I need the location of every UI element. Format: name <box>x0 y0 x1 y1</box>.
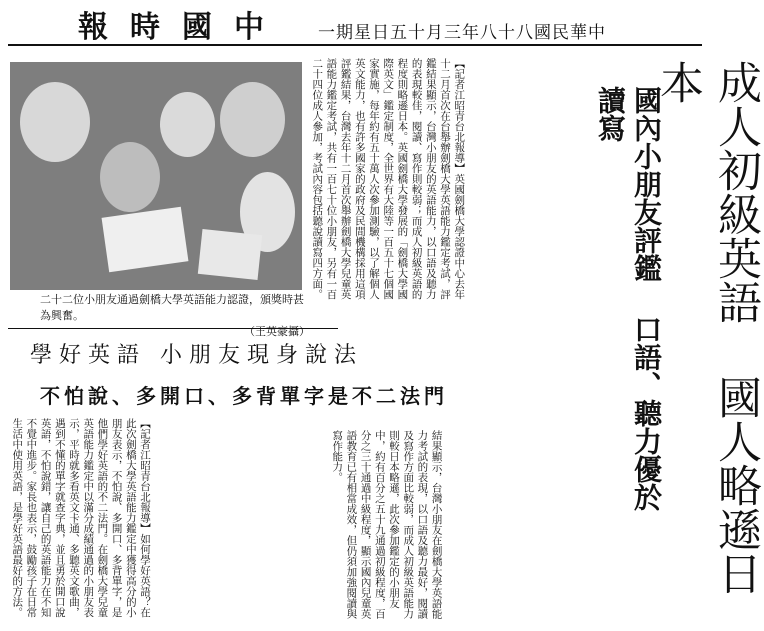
article-top-text: 【記者江昭青台北報導】英國劍橋大學認證中心去年十二月首次在台舉辦劍橋大學英語能力鑑定考試，評鑑結果顯示，台灣小朋友的英語能力，以口語及聽力的表現較佳，閱讀、寫作則較弱；而成人初級英語的程度則略遜日本。英國劍橋大學發展的「劍橋大學國際英文」鑑定制度，全世界有大陸等一百五十七個國家實施，每年約有五十萬人次參加測驗，以了解個人英文能力，也有許多國家的政府及民間機構採用這項評鑑結果，台灣去年十二月首次舉辦劍橋大學兒童英語能力鑑定考試，共有一百七十位小朋友，另有一百二十四位成人參加，考試內容包括聽說讀寫四方面。 <box>311 58 466 300</box>
section-rule <box>8 328 338 329</box>
photo-credit: （王英豪攝） <box>244 325 310 338</box>
newspaper-name: 報時國中 <box>78 10 286 45</box>
article-left-column <box>10 418 328 618</box>
certificate <box>102 207 189 273</box>
masthead <box>0 0 710 44</box>
article-bottom-column <box>330 430 720 620</box>
certificate <box>198 229 262 280</box>
article-top-column <box>310 58 580 308</box>
child-figure <box>100 142 160 212</box>
news-photo <box>10 62 302 290</box>
photo-caption <box>40 292 310 340</box>
second-headline: 學好英語 小朋友現身說法 <box>30 343 363 368</box>
second-subheadline: 不怕說、多開口、多背單字是不二法門 <box>40 384 448 408</box>
article-bottom-text: 結果顯示，台灣小朋友在劍橋大學英語能力考試的表現，以口語及聽力最好，閱讀及寫作方面比較弱，而成人初級英語能力則較日本略遜，此次參加鑑定的小朋友中，約有百分之五十九通過初級程度，百分之三十通過中級程度，顯示國內兒童英語教育已有相當成效，但仍須加強閱讀與寫作能力。 <box>331 430 443 619</box>
photo-caption-text: 二十二位小朋友通過劍橋大學英語能力認證，頒獎時甚為興奮。 <box>40 293 304 322</box>
child-figure <box>160 92 215 157</box>
main-headline: 成人初級英語 國人略遜日本 <box>652 60 761 595</box>
article-left-text: 【記者江昭青台北報導】如何學好英語？在此次劍橋大學英語能力鑑定中獲得高分的小朋友表示，不怕說、多開口、多背單字，是他們學好英語的不二法門。在劍橋大學兒童英語能力鑑定中以滿分成績通過的小朋友表示，平時就多看英文卡通、多聽英文歌曲，遇到不懂的單字就查字典，並且勇於開口說英語，不怕說錯，讓自己的英語能力在不知不覺中進步。家長也表示，鼓勵孩子在日常生活中使用英語，是學好英語最好的方法。 <box>11 418 152 618</box>
issue-date-line: 一期星日五十月三年八十八國民華中 <box>318 23 606 43</box>
masthead-rule <box>8 44 702 46</box>
child-figure <box>220 82 285 157</box>
sub-headline: 國內小朋友評鑑 口語、聽力優於讀寫 <box>594 86 663 511</box>
child-figure <box>20 82 90 162</box>
